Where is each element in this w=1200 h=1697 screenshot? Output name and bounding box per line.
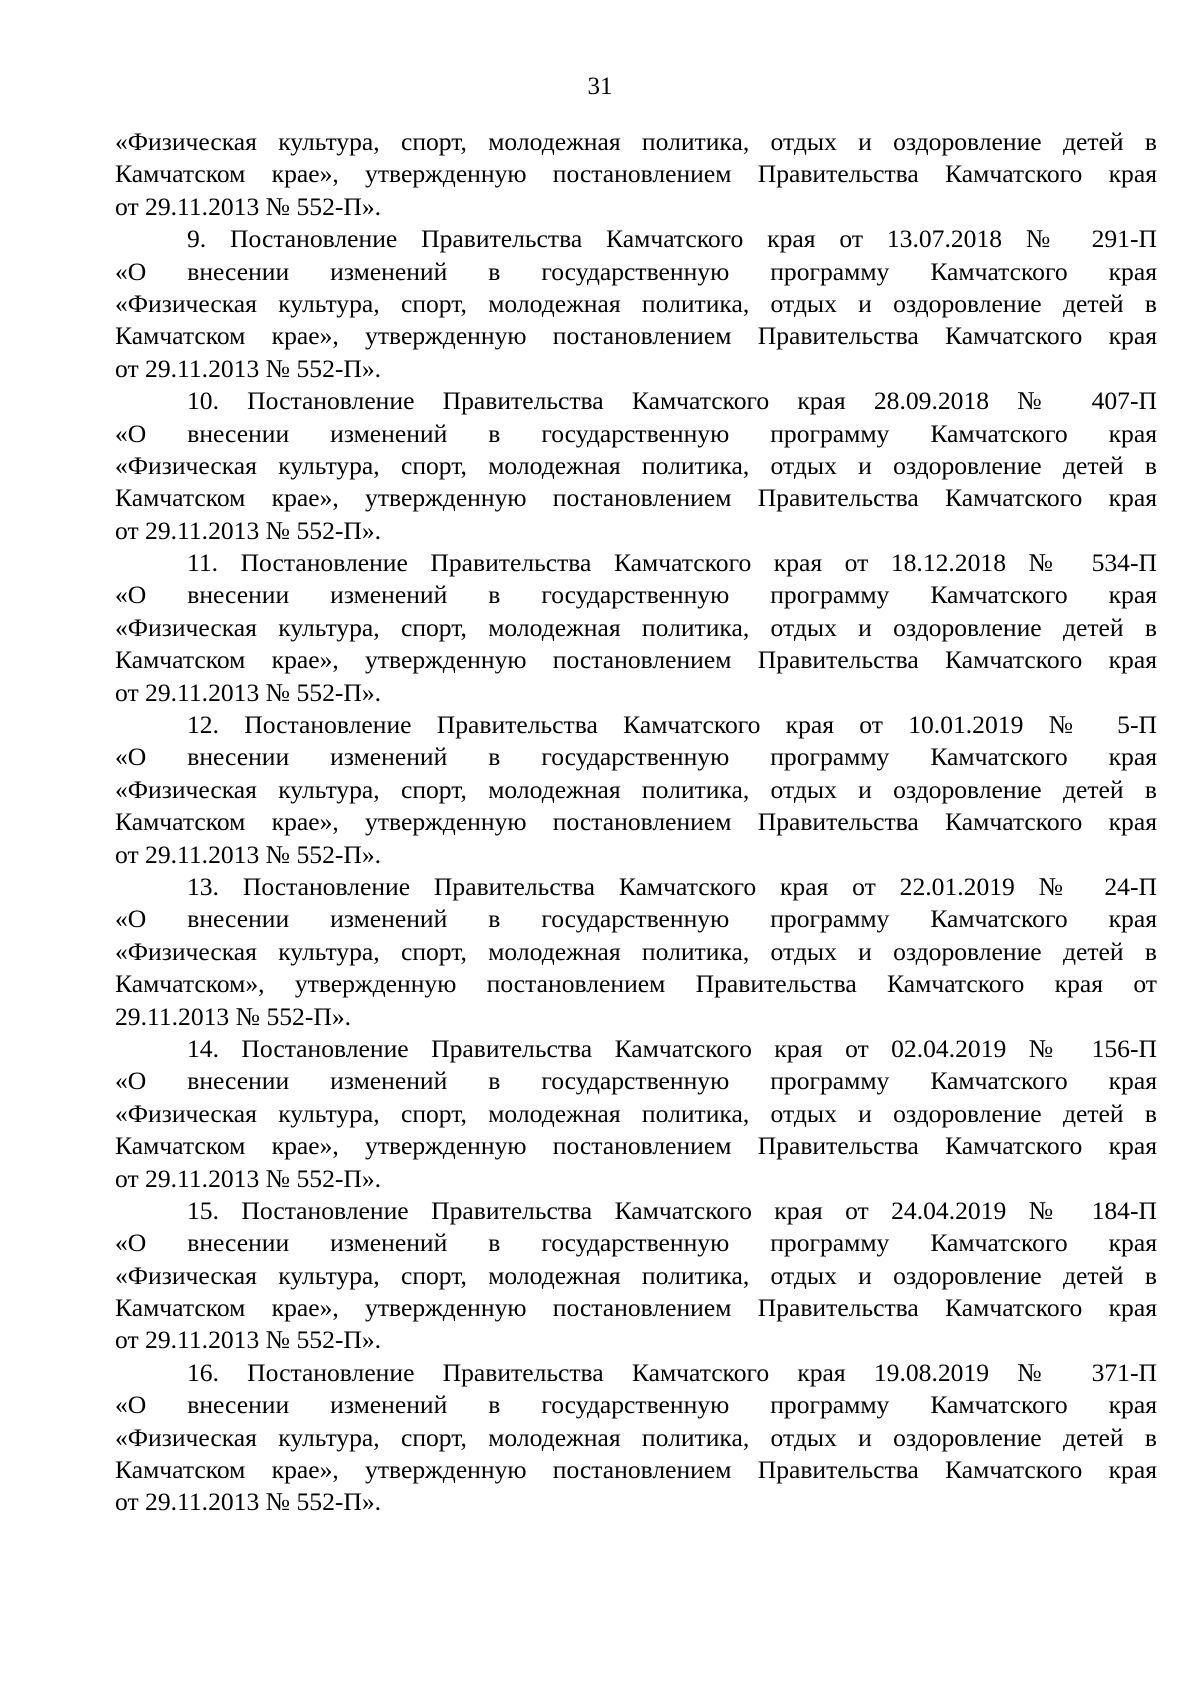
text-line: от 29.11.2013 № 552-П». xyxy=(115,1487,382,1517)
text-line: «Физическая культура, спорт, молодежная политика, отдых и оздоровление детей в xyxy=(115,774,1157,804)
text-line: «Физическая культура, спорт, молодежная политика, отдых и оздоровление детей в xyxy=(115,1098,1157,1128)
text-line: «Физическая культура, спорт, молодежная политика, отдых и оздоровление детей в xyxy=(115,127,1157,156)
paragraph-first-line: 12. Постановление Правительства Камчатского края от 10.01.2019 № 5-П xyxy=(187,710,1157,740)
paragraph-first-line: 15. Постановление Правительства Камчатского края от 24.04.2019 № 184-П xyxy=(187,1195,1157,1225)
text-line: «О внесении изменений в государственную программу Камчатского края xyxy=(115,1228,1157,1258)
text-line: Камчатском крае», утвержденную постановлением Правительства Камчатского края xyxy=(115,159,1157,189)
text-line: от 29.11.2013 № 552-П». xyxy=(115,1163,382,1193)
text-line: от 29.11.2013 № 552-П». xyxy=(115,839,382,869)
text-line: «Физическая культура, спорт, молодежная политика, отдых и оздоровление детей в xyxy=(115,936,1157,966)
text-line: «О внесении изменений в государственную программу Камчатского края xyxy=(115,256,1157,286)
text-line: «Физическая культура, спорт, молодежная политика, отдых и оздоровление детей в xyxy=(115,450,1157,480)
text-line: 29.11.2013 № 552-П». xyxy=(115,1001,352,1031)
text-line: Камчатском», утвержденную постановлением Правительства Камчатского края от xyxy=(115,969,1157,999)
text-line: от 29.11.2013 № 552-П». xyxy=(115,1325,382,1355)
text-line: «Физическая культура, спорт, молодежная политика, отдых и оздоровление детей в xyxy=(115,1422,1157,1452)
text-line: от 29.11.2013 № 552-П». xyxy=(115,353,382,383)
text-line: от 29.11.2013 № 552-П». xyxy=(115,191,382,221)
page-number: 31 xyxy=(587,73,613,100)
text-line: «О внесении изменений в государственную программу Камчатского края xyxy=(115,904,1157,934)
text-line: от 29.11.2013 № 552-П». xyxy=(115,677,382,707)
paragraph-first-line: 14. Постановление Правительства Камчатского края от 02.04.2019 № 156-П xyxy=(187,1033,1157,1063)
paragraph-first-line: 9. Постановление Правительства Камчатского края от 13.07.2018 № 291-П xyxy=(187,224,1157,254)
text-line: «Физическая культура, спорт, молодежная политика, отдых и оздоровление детей в xyxy=(115,612,1157,642)
text-line: «О внесении изменений в государственную программу Камчатского края xyxy=(115,742,1157,772)
text-line: от 29.11.2013 № 552-П». xyxy=(115,515,382,545)
paragraph-first-line: 13. Постановление Правительства Камчатского края от 22.01.2019 № 24-П xyxy=(187,871,1157,901)
text-line: Камчатском крае», утвержденную постановлением Правительства Камчатского края xyxy=(115,1455,1157,1485)
text-line: Камчатском крае», утвержденную постановлением Правительства Камчатского края xyxy=(115,807,1157,837)
text-line: Камчатском крае», утвержденную постановлением Правительства Камчатского края xyxy=(115,321,1157,351)
text-line: Камчатском крае», утвержденную постановлением Правительства Камчатского края xyxy=(115,1131,1157,1161)
text-line: «О внесении изменений в государственную программу Камчатского края xyxy=(115,1066,1157,1096)
paragraph-first-line: 10. Постановление Правительства Камчатского края 28.09.2018 № 407-П xyxy=(187,386,1157,416)
text-line: «О внесении изменений в государственную программу Камчатского края xyxy=(115,580,1157,610)
text-line: «О внесении изменений в государственную программу Камчатского края xyxy=(115,418,1157,448)
document-body xyxy=(115,126,1157,1519)
paragraph-first-line: 11. Постановление Правительства Камчатского края от 18.12.2018 № 534-П xyxy=(187,548,1157,578)
text-line: «Физическая культура, спорт, молодежная политика, отдых и оздоровление детей в xyxy=(115,288,1157,318)
text-line: «Физическая культура, спорт, молодежная политика, отдых и оздоровление детей в xyxy=(115,1260,1157,1290)
text-line: Камчатском крае», утвержденную постановлением Правительства Камчатского края xyxy=(115,645,1157,675)
text-line: «О внесении изменений в государственную программу Камчатского края xyxy=(115,1390,1157,1420)
text-line: Камчатском крае», утвержденную постановлением Правительства Камчатского края xyxy=(115,1293,1157,1323)
text-line: Камчатском крае», утвержденную постановлением Правительства Камчатского края xyxy=(115,483,1157,513)
paragraph-first-line: 16. Постановление Правительства Камчатского края 19.08.2019 № 371-П xyxy=(187,1357,1157,1387)
